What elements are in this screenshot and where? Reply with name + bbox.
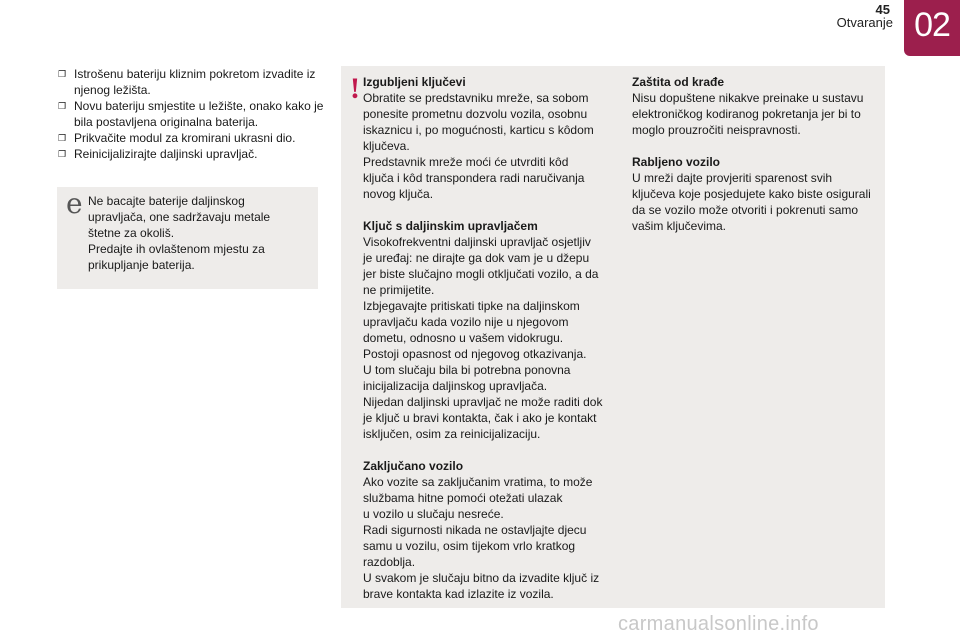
eco-leaf-icon: e [66, 187, 83, 220]
section-body: Visokofrekventni daljinski upravljač osjetljiv je uređaj: ne dirajte ga dok vam je u džepu jer biste slučajno mogli otključati vozilo, a da ne primijetite. Izbjegavajte pritiskati tipke na daljinskom upravljaču kada vozilo nije u njegovom dometu, odnosno u vašem vidokrugu. Postoji opasnost od njegovog otkazivanja. U tom slučaju bila bi potrebna ponovna inicijalizacija daljinskog upravljača. Nijedan daljinski upravljač ne može raditi dok je ključ u bravi kontakta, čak i ako je kontakt isključen, osim za reinicijalizaciju. [363, 235, 603, 441]
section-body: U mreži dajte provjeriti sparenost svih ključeva koje posjedujete kako biste osigurali da se vozilo može otvoriti i pokrenuti samo vašim ključevima. [632, 171, 871, 233]
step-text: Reinicijalizirajte daljinski upravljač. [74, 147, 258, 161]
section-title: Ključ s daljinskim upravljačem [363, 219, 538, 233]
step-item [58, 98, 328, 130]
warning-left-column [363, 74, 615, 618]
warning-box [341, 66, 885, 608]
checkbox-bullet-icon: ❒ [58, 133, 67, 143]
section-title: Izgubljeni ključevi [363, 75, 466, 89]
watermark: carmanualsonline.info [618, 613, 819, 635]
chapter-label: Otvaranje [836, 15, 893, 30]
step-text: Prikvačite modul za kromirani ukrasni dio. [74, 131, 296, 145]
step-text: Istrošenu bateriju kliznim pokretom izvadite iz njenog ležišta. [74, 67, 316, 97]
instruction-steps [58, 66, 328, 162]
section-locked-vehicle [363, 458, 615, 602]
section-theft-protection [632, 74, 882, 138]
section-title: Rabljeno vozilo [632, 155, 721, 169]
page-number: 45 [875, 2, 890, 17]
eco-note-text: Ne bacajte baterije daljinskog upravljača, one sadržavaju metale štetne za okoliš. Predajte ih ovlaštenom mjestu za prikupljanje baterija. [88, 194, 271, 272]
section-lost-keys [363, 74, 615, 202]
checkbox-bullet-icon: ❒ [58, 101, 67, 111]
section-body: Nisu dopuštene nikakve preinake u sustavu elektroničkog kodiranog pokretanja jer bi to moglo prouzročiti neispravnosti. [632, 91, 864, 137]
section-body: Ako vozite sa zaključanim vratima, to može službama hitne pomoći otežati ulazak u vozilo u slučaju nesreće. Radi sigurnosti nikada ne ostavljajte djecu samu u vozilu, osim tijekom vrlo kratkog razdoblja. U svakom je slučaju bitno da izvadite ključ iz brave kontakta kad izlazite iz vozila. [363, 475, 600, 601]
step-item [58, 146, 328, 162]
step-text: Novu bateriju smjestite u ležište, onako kako je bila postavljena originalna baterija. [74, 99, 324, 129]
checkbox-bullet-icon: ❒ [58, 69, 67, 79]
checkbox-bullet-icon: ❒ [58, 149, 67, 159]
warning-right-column [632, 74, 882, 250]
exclamation-icon: ! [350, 72, 360, 105]
chapter-tab [904, 0, 960, 56]
section-title: Zaštita od krađe [632, 75, 725, 89]
section-title: Zaključano vozilo [363, 459, 464, 473]
eco-note-box [57, 187, 318, 289]
step-item [58, 66, 328, 98]
section-used-vehicle [632, 154, 882, 234]
step-item [58, 130, 328, 146]
section-body: Obratite se predstavniku mreže, sa sobom ponesite prometnu dozvolu vozila, osobnu iskaznicu i, po mogućnosti, karticu s kôdom ključeva. Predstavnik mreže moći će utvrditi kôd ključa i kôd transpondera radi naručivanja novog ključa. [363, 91, 594, 201]
section-remote-key [363, 218, 615, 442]
chapter-number: 02 [914, 6, 950, 44]
